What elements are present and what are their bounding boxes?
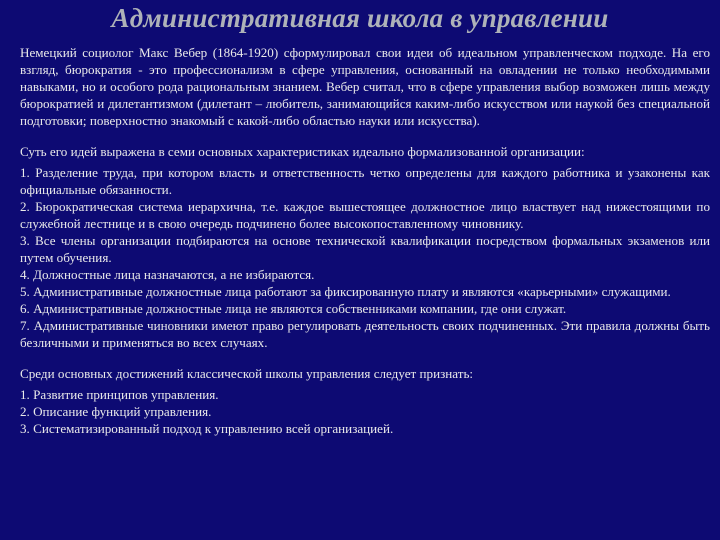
intro-paragraph: Немецкий социолог Макс Вебер (1864-1920) сформулировал свои идеи об идеальном управленческом подходе. На его взгляд, бюрократия - это профессионализм в сфере управления, основанный на овладении не только необходимыми навыками, но и особого рода рациональным знанием. Вебер считал, что в сфере управления выбор возможен лишь между бюрократией и дилетантизмом (дилетант – любитель, занимающийся каким-либо искусством или наукой без специальной подготовки; поверхностно знакомый с какой-либо областью науки или искусства). bbox=[20, 45, 710, 128]
slide-title: Административная школа в управлении bbox=[111, 3, 609, 33]
characteristic-item: 1. Разделение труда, при котором власть и ответственность четко определены для каждого работника и узаконены как официальные обязанности. bbox=[20, 165, 710, 197]
slide-body bbox=[20, 44, 710, 437]
characteristic-item: 4. Должностные лица назначаются, а не избираются. bbox=[20, 267, 315, 282]
achievements-lead: Среди основных достижений классической школы управления следует признать: bbox=[20, 366, 474, 381]
characteristic-item: 7. Административные чиновники имеют право регулировать деятельность своих подчиненных. Эти правила должны быть безличными и применяться во всех случаях. bbox=[20, 318, 710, 350]
characteristic-item: 3. Все члены организации подбираются на основе технической квалификации посредством формальных экзаменов или путем обучения. bbox=[20, 233, 710, 265]
achievement-item: 3. Систематизированный подход к управлению всей организацией. bbox=[20, 421, 394, 436]
achievement-item: 1. Развитие принципов управления. bbox=[20, 387, 219, 402]
characteristic-item: 5. Административные должностные лица работают за фиксированную плату и являются «карьерными» служащими. bbox=[20, 284, 671, 299]
characteristic-item: 6. Административные должностные лица не являются собственниками компании, где они служат. bbox=[20, 301, 567, 316]
characteristics-lead: Суть его идей выражена в семи основных характеристиках идеально формализованной организации: bbox=[20, 144, 585, 159]
achievement-item: 2. Описание функций управления. bbox=[20, 404, 212, 419]
characteristic-item: 2. Бюрократическая система иерархична, т.е. каждое вышестоящее должностное лицо властвует над нижестоящими по служебной лестнице и в свою очередь подчинено более высокопоставленному чиновнику. bbox=[20, 199, 710, 231]
